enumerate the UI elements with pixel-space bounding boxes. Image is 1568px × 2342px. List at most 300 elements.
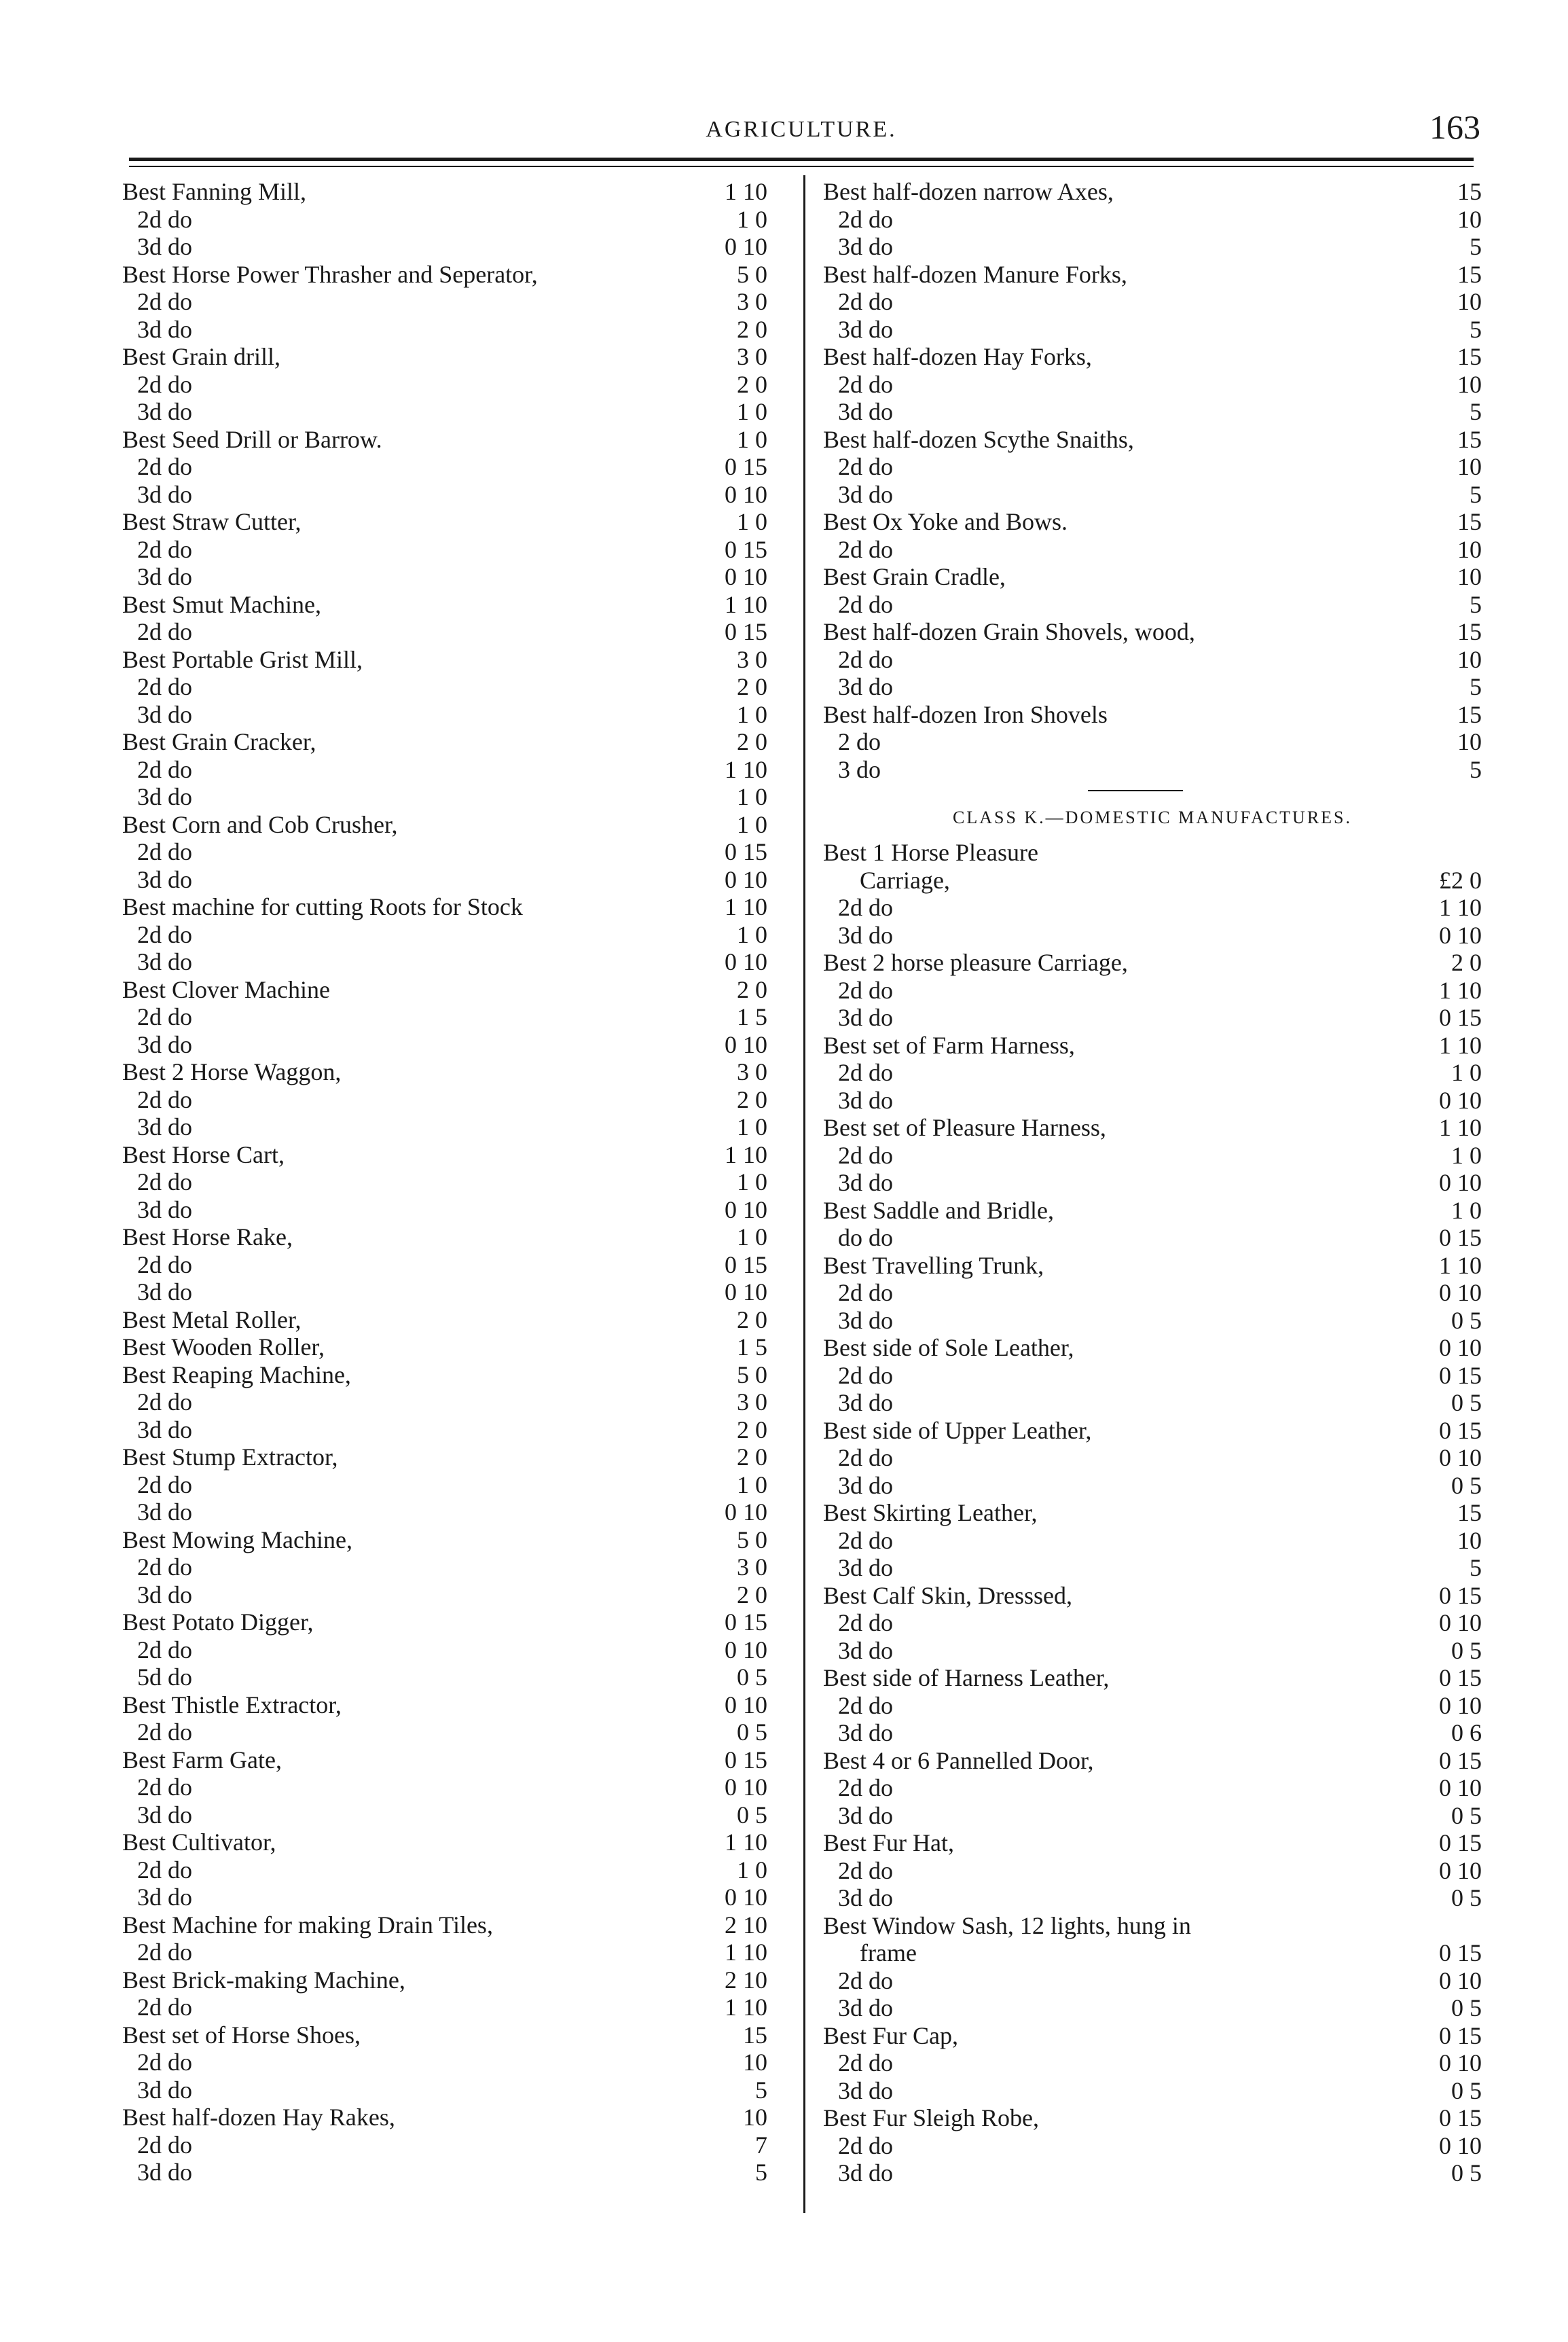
item-label: Best Fur Hat,	[823, 1829, 954, 1856]
item-amount: 0 10	[725, 1773, 767, 1801]
item-label: Best Fur Sleigh Robe,	[823, 2104, 1040, 2131]
item-label: 2d do	[838, 370, 893, 398]
list-item	[823, 1994, 1482, 2022]
item-label: Best half-dozen Hay Rakes,	[122, 2104, 395, 2131]
list-item	[823, 2022, 1482, 2050]
item-label: Best half-dozen Hay Forks,	[823, 343, 1092, 370]
item-label: Best Portable Grist Mill,	[122, 645, 363, 673]
item-label: Best 2 horse pleasure Carriage,	[823, 949, 1128, 976]
item-amount: 1 10	[725, 893, 767, 920]
item-amount: 15	[1457, 508, 1482, 535]
item-amount: 10	[1457, 645, 1482, 673]
page-number: 163	[1429, 108, 1480, 146]
item-amount: 0 15	[1439, 2104, 1482, 2131]
item-amount: 10	[1457, 535, 1482, 563]
list-item	[122, 2076, 788, 2104]
item-amount: 0 10	[725, 1498, 767, 1526]
list-item	[122, 1141, 788, 1169]
list-item	[823, 1087, 1482, 1115]
item-amount: 1 10	[1439, 1031, 1482, 1059]
item-amount: 15	[1457, 178, 1482, 205]
item-amount: 0 10	[1439, 1691, 1482, 1719]
list-item	[823, 646, 1482, 674]
item-amount: 1 10	[725, 1828, 767, 1856]
list-item	[823, 894, 1482, 922]
item-amount: 1 0	[737, 783, 767, 810]
item-amount: 0 10	[725, 1030, 767, 1058]
item-label: Best half-dozen narrow Axes,	[823, 178, 1114, 205]
item-amount: 0 5	[1451, 1389, 1482, 1416]
item-amount: 1 0	[1451, 1196, 1482, 1224]
list-item	[122, 2049, 788, 2076]
list-item	[122, 893, 788, 921]
list-item	[122, 563, 788, 591]
list-item	[122, 1581, 788, 1609]
item-label: 3d do	[137, 1801, 192, 1828]
item-label: 3d do	[137, 398, 192, 425]
item-label: 3d do	[838, 1719, 893, 1746]
item-label: Best Corn and Cob Crusher,	[122, 810, 398, 838]
item-label: 2d do	[838, 1279, 893, 1306]
list-item	[823, 1032, 1482, 1060]
item-label: Carriage,	[860, 866, 950, 894]
item-amount: 1 0	[737, 700, 767, 728]
item-label: 3d do	[838, 1801, 893, 1829]
list-item	[823, 1527, 1482, 1555]
item-amount: 1 10	[725, 1140, 767, 1168]
list-item	[122, 1663, 788, 1691]
list-item	[823, 1389, 1482, 1417]
list-item	[823, 343, 1482, 371]
list-item	[122, 783, 788, 811]
list-item	[823, 1142, 1482, 1170]
list-item	[823, 481, 1482, 509]
list-item	[122, 1773, 788, 1801]
item-amount: 0 10	[1439, 1966, 1482, 1994]
list-item	[122, 1691, 788, 1719]
item-label: 2d do	[137, 1388, 192, 1416]
left-column	[122, 178, 788, 2186]
item-amount: 0 5	[1451, 1306, 1482, 1334]
list-item	[122, 233, 788, 261]
item-amount: 1 0	[737, 1113, 767, 1140]
item-label: 2d do	[137, 1003, 192, 1030]
item-amount: 1 0	[737, 920, 767, 948]
item-label: 3d do	[137, 1498, 192, 1526]
list-item	[823, 1197, 1482, 1225]
item-label: Best half-dozen Grain Shovels, wood,	[823, 618, 1195, 645]
item-amount: 0 15	[725, 453, 767, 480]
item-amount: 2 0	[737, 315, 767, 343]
item-label: 2d do	[137, 370, 192, 398]
item-amount: £2 0	[1439, 866, 1482, 894]
list-item	[122, 371, 788, 399]
item-label: Best Brick-making Machine,	[122, 1966, 405, 1994]
item-amount: 2 0	[737, 370, 767, 398]
item-label: 3d do	[137, 700, 192, 728]
item-amount: 5 0	[737, 1526, 767, 1553]
item-amount: 15	[1457, 1499, 1482, 1526]
list-item	[122, 1553, 788, 1581]
item-label: 2d do	[137, 755, 192, 783]
list-item	[823, 1279, 1482, 1307]
item-label: 2d do	[838, 1361, 893, 1389]
item-amount: 2 0	[1451, 949, 1482, 976]
item-amount: 1 0	[737, 398, 767, 425]
item-amount: 0 5	[1451, 1884, 1482, 1911]
list-item	[823, 1939, 1482, 1967]
item-label: 3d do	[137, 1195, 192, 1223]
item-amount: 15	[1457, 260, 1482, 288]
list-item	[823, 563, 1482, 591]
item-label: 2d do	[137, 838, 192, 865]
item-label: Best 1 Horse Pleasure	[823, 839, 1038, 866]
running-head: AGRICULTURE.	[706, 117, 897, 142]
item-amount: 3 0	[737, 645, 767, 673]
list-item	[823, 1472, 1482, 1500]
item-label: 3d do	[838, 673, 893, 700]
item-amount: 5	[755, 2159, 767, 2186]
item-amount: 2 0	[737, 1581, 767, 1608]
list-item	[122, 1911, 788, 1939]
item-amount: 0 15	[1439, 1361, 1482, 1389]
list-item	[823, 1169, 1482, 1197]
item-label: Best Reaping Machine,	[122, 1361, 351, 1388]
list-item	[122, 838, 788, 866]
list-item	[122, 618, 788, 646]
item-amount: 0 10	[725, 480, 767, 508]
item-amount: 1 10	[1439, 976, 1482, 1004]
item-amount: 0 15	[725, 838, 767, 865]
item-label: 3d do	[838, 1994, 893, 2021]
item-label: 2d do	[137, 205, 192, 233]
list-item	[122, 673, 788, 701]
list-item	[823, 233, 1482, 261]
item-label: 2d do	[838, 1856, 893, 1884]
item-amount: 1 10	[725, 1939, 767, 1966]
list-item	[823, 1967, 1482, 1995]
list-item	[122, 1388, 788, 1416]
list-item	[122, 1994, 788, 2021]
list-item	[823, 1004, 1482, 1032]
item-label: 2d do	[137, 1994, 192, 2021]
list-item	[122, 1443, 788, 1471]
list-item	[122, 1278, 788, 1306]
item-label: Best Mowing Machine,	[122, 1526, 352, 1553]
item-label: frame	[860, 1939, 917, 1966]
list-item	[823, 1609, 1482, 1637]
item-label: 3d do	[137, 865, 192, 893]
list-item	[823, 288, 1482, 316]
item-amount: 2 0	[737, 673, 767, 700]
item-label: 3d do	[838, 1471, 893, 1499]
item-amount: 3 0	[737, 1058, 767, 1085]
item-amount: 0 10	[1439, 1279, 1482, 1306]
item-label: 3d do	[137, 563, 192, 590]
item-label: 2d do	[137, 1471, 192, 1498]
item-label: Best Horse Cart,	[122, 1140, 285, 1168]
item-amount: 1 10	[1439, 894, 1482, 921]
item-amount: 1 10	[725, 590, 767, 618]
list-item	[122, 866, 788, 894]
item-amount: 0 15	[1439, 1224, 1482, 1251]
item-label: 3d do	[137, 233, 192, 260]
item-label: 3d do	[838, 1004, 893, 1031]
item-amount: 15	[1457, 700, 1482, 728]
item-amount: 0 10	[1439, 1856, 1482, 1884]
item-amount: 0 10	[725, 1691, 767, 1718]
list-item	[823, 2049, 1482, 2077]
list-item	[823, 2132, 1482, 2160]
page-header	[129, 102, 1480, 149]
item-amount: 10	[743, 2049, 767, 2076]
list-item	[823, 1829, 1482, 1857]
item-amount: 1 0	[737, 1168, 767, 1195]
item-label: Best Horse Rake,	[122, 1223, 293, 1250]
item-label: 2d do	[838, 2049, 893, 2076]
list-item	[823, 701, 1482, 729]
item-amount: 3 0	[737, 1388, 767, 1416]
item-label: 2d do	[838, 205, 893, 233]
item-amount: 0 6	[1451, 1719, 1482, 1746]
list-item	[823, 1307, 1482, 1335]
item-label: Best Thistle Extractor,	[122, 1691, 342, 1718]
list-item	[122, 811, 788, 839]
list-item	[122, 591, 788, 619]
item-label: do do	[838, 1224, 893, 1251]
item-label: 2d do	[137, 920, 192, 948]
item-label: 2d do	[838, 976, 893, 1004]
list-item	[122, 453, 788, 481]
item-amount: 15	[743, 2021, 767, 2049]
item-amount: 5 0	[737, 1361, 767, 1388]
item-amount: 10	[1457, 205, 1482, 233]
item-amount: 1 0	[737, 1471, 767, 1498]
list-item	[122, 1526, 788, 1554]
item-amount: 0 10	[1439, 1444, 1482, 1471]
header-rule	[129, 158, 1474, 161]
list-item	[122, 481, 788, 509]
item-amount: 1 0	[737, 425, 767, 453]
item-label: 3d do	[137, 2076, 192, 2104]
item-amount: 15	[1457, 343, 1482, 370]
item-amount: 2 0	[737, 1416, 767, 1443]
list-item	[823, 1747, 1482, 1775]
item-label: 3d do	[838, 2159, 893, 2186]
item-label: 3d do	[838, 1636, 893, 1664]
list-item	[823, 206, 1482, 234]
item-amount: 0 15	[1439, 1581, 1482, 1609]
item-label: 2d do	[137, 618, 192, 645]
list-item	[823, 949, 1482, 977]
list-item	[122, 1636, 788, 1664]
item-amount: 7	[755, 2131, 767, 2159]
item-label: 3 do	[838, 755, 881, 783]
list-item	[823, 1582, 1482, 1610]
list-item	[122, 1416, 788, 1444]
item-label: 3d do	[137, 1581, 192, 1608]
item-amount: 10	[1457, 288, 1482, 315]
item-label: Best Machine for making Drain Tiles,	[122, 1911, 493, 1939]
item-label: 3d do	[838, 1389, 893, 1416]
item-amount: 0 10	[1439, 921, 1482, 949]
list-item	[823, 2104, 1482, 2132]
item-amount: 0 10	[725, 1278, 767, 1305]
item-label: Best Straw Cutter,	[122, 508, 302, 535]
item-label: Best 4 or 6 Pannelled Door,	[823, 1746, 1094, 1774]
item-label: Best set of Horse Shoes,	[122, 2021, 361, 2049]
item-label: 3d do	[838, 480, 893, 508]
item-label: Best 2 Horse Waggon,	[122, 1058, 342, 1085]
list-item	[122, 1306, 788, 1334]
item-label: Best Fur Cap,	[823, 2021, 959, 2049]
item-amount: 0 5	[1451, 1636, 1482, 1664]
list-item	[823, 1334, 1482, 1362]
item-label: 3d do	[838, 1169, 893, 1196]
item-amount: 5 0	[737, 260, 767, 288]
item-label: Best Skirting Leather,	[823, 1499, 1038, 1526]
list-item	[823, 316, 1482, 344]
item-amount: 10	[1457, 728, 1482, 755]
list-item	[122, 1223, 788, 1251]
list-item	[823, 2159, 1482, 2187]
item-amount: 1 10	[1439, 1251, 1482, 1279]
item-amount: 0 15	[1439, 1416, 1482, 1444]
list-item	[122, 756, 788, 784]
list-item	[122, 1031, 788, 1059]
item-label: 3d do	[137, 948, 192, 975]
list-item	[823, 867, 1482, 895]
class-heading: CLASS K.—DOMESTIC MANUFACTURES.	[952, 808, 1353, 827]
item-amount: 0 15	[1439, 1746, 1482, 1774]
item-amount: 5	[1470, 755, 1482, 783]
item-label: 3d do	[838, 921, 893, 949]
list-item	[122, 1801, 788, 1829]
list-item	[122, 1058, 788, 1086]
list-item	[122, 948, 788, 976]
item-label: 5d do	[137, 1663, 192, 1691]
item-amount: 0 15	[1439, 1664, 1482, 1691]
item-amount: 10	[743, 2104, 767, 2131]
list-item	[823, 1774, 1482, 1802]
right-column-top-entries	[823, 178, 1482, 783]
item-label: Best Seed Drill or Barrow.	[122, 425, 382, 453]
section-divider	[823, 783, 1482, 797]
item-amount: 0 10	[725, 1884, 767, 1911]
list-item	[823, 1857, 1482, 1885]
item-label: 2d do	[137, 535, 192, 563]
item-label: Best Clover Machine	[122, 975, 330, 1003]
item-label: 3d do	[137, 1416, 192, 1443]
item-label: Best half-dozen Iron Shovels	[823, 700, 1108, 728]
item-label: Best Wooden Roller,	[122, 1333, 325, 1361]
list-item	[122, 976, 788, 1004]
item-label: 3d do	[838, 1554, 893, 1581]
item-amount: 15	[1457, 425, 1482, 453]
header-rule-thin	[129, 166, 1474, 167]
item-label: 2d do	[838, 1774, 893, 1801]
item-label: 2d do	[137, 1856, 192, 1884]
list-item	[823, 1884, 1482, 1912]
item-amount: 1 0	[1451, 1141, 1482, 1169]
item-amount: 2 0	[737, 1085, 767, 1113]
list-item	[122, 1196, 788, 1224]
item-label: Best set of Pleasure Harness,	[823, 1114, 1106, 1141]
item-amount: 0 15	[725, 618, 767, 645]
item-label: 3d do	[137, 1113, 192, 1140]
list-item	[122, 1086, 788, 1114]
item-label: 2d do	[838, 1609, 893, 1636]
list-item	[823, 1719, 1482, 1747]
item-amount: 0 15	[725, 1608, 767, 1636]
item-amount: 5	[1470, 315, 1482, 343]
list-item	[122, 2159, 788, 2186]
item-label: Best Horse Power Thrasher and Seperator,	[122, 260, 538, 288]
item-amount: 10	[1457, 1526, 1482, 1554]
list-item	[122, 1498, 788, 1526]
item-label: Best Saddle and Bridle,	[823, 1196, 1054, 1224]
item-label: Best side of Sole Leather,	[823, 1334, 1074, 1361]
item-amount: 0 5	[1451, 2159, 1482, 2186]
list-item	[823, 1252, 1482, 1280]
item-label: 2d do	[838, 453, 893, 480]
item-amount: 0 10	[1439, 1086, 1482, 1114]
item-label: 2d do	[838, 288, 893, 315]
item-amount: 10	[1457, 563, 1482, 590]
item-label: 2d do	[137, 1250, 192, 1278]
item-label: 2d do	[137, 1939, 192, 1966]
list-item	[122, 921, 788, 949]
list-item	[122, 398, 788, 426]
list-item	[823, 618, 1482, 646]
item-label: Best Stump Extractor,	[122, 1443, 338, 1471]
list-item	[122, 316, 788, 344]
list-item	[823, 839, 1482, 867]
item-label: 2d do	[838, 1059, 893, 1086]
item-amount: 0 15	[1439, 1829, 1482, 1856]
item-amount: 2 0	[737, 1305, 767, 1333]
list-item	[823, 1554, 1482, 1582]
list-item	[122, 728, 788, 756]
list-item	[122, 1333, 788, 1361]
list-item	[122, 261, 788, 289]
list-item	[122, 426, 788, 454]
list-item	[823, 591, 1482, 619]
list-item	[823, 673, 1482, 701]
item-label: 2d do	[137, 673, 192, 700]
item-amount: 0 10	[725, 1195, 767, 1223]
item-label: Best Grain Cracker,	[122, 728, 316, 755]
item-label: 3d do	[838, 398, 893, 425]
list-item	[122, 178, 788, 206]
item-label: 2d do	[838, 590, 893, 618]
list-item	[823, 1362, 1482, 1390]
item-amount: 0 5	[1451, 2076, 1482, 2104]
item-amount: 0 5	[1451, 1994, 1482, 2021]
item-label: 3d do	[838, 1306, 893, 1334]
item-amount: 5	[1470, 233, 1482, 260]
item-amount: 5	[1470, 590, 1482, 618]
list-item	[122, 508, 788, 536]
item-amount: 10	[1457, 453, 1482, 480]
item-amount: 0 5	[737, 1663, 767, 1691]
list-item	[122, 2104, 788, 2131]
list-item	[122, 1113, 788, 1141]
item-label: 2d do	[838, 1526, 893, 1554]
item-amount: 3 0	[737, 343, 767, 370]
item-amount: 0 10	[725, 1636, 767, 1663]
item-label: Best side of Upper Leather,	[823, 1416, 1092, 1444]
